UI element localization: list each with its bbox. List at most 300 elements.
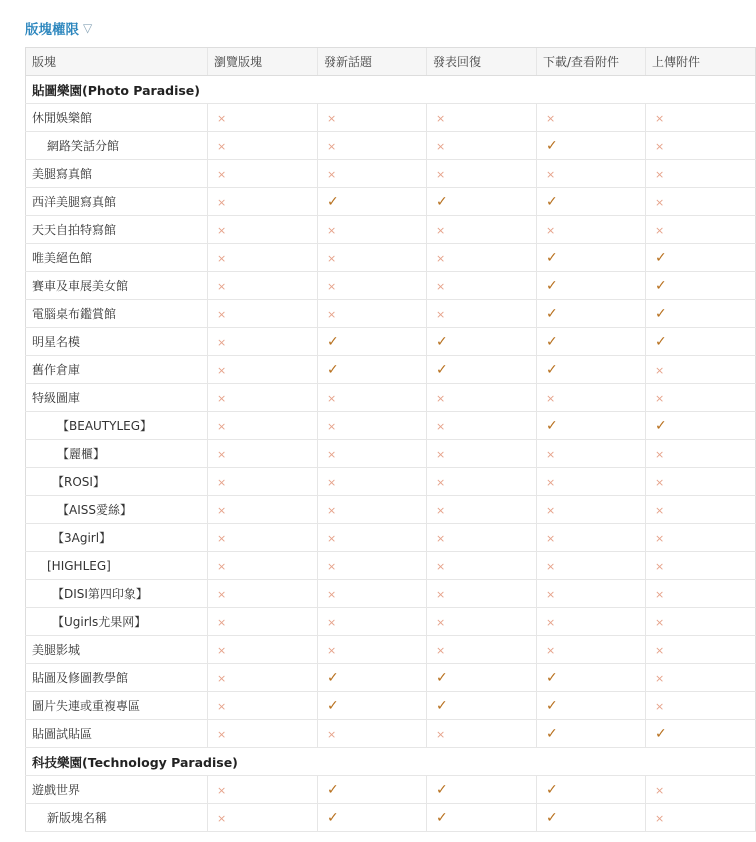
forum-name: 特級圖庫 bbox=[26, 384, 208, 412]
cross-icon: × bbox=[327, 391, 337, 405]
permission-cell bbox=[208, 412, 318, 440]
cross-icon: × bbox=[217, 727, 227, 741]
permission-cell bbox=[537, 636, 646, 664]
cross-icon: × bbox=[655, 475, 665, 489]
group-row bbox=[26, 748, 756, 776]
permission-cell bbox=[537, 160, 646, 188]
permission-cell bbox=[537, 132, 646, 160]
cross-icon: × bbox=[436, 447, 446, 461]
forum-name: 【DISI第四印象】 bbox=[26, 580, 208, 608]
cross-icon: × bbox=[436, 391, 446, 405]
permission-cell bbox=[646, 160, 756, 188]
table-row bbox=[26, 524, 756, 552]
cross-icon: × bbox=[217, 307, 227, 321]
cross-icon: × bbox=[327, 531, 337, 545]
cross-icon: × bbox=[327, 223, 337, 237]
permission-cell bbox=[537, 328, 646, 356]
permission-cell bbox=[646, 524, 756, 552]
permission-cell bbox=[646, 188, 756, 216]
cross-icon: × bbox=[655, 111, 665, 125]
forum-name: 【Ugirls尤果网】 bbox=[26, 608, 208, 636]
permission-cell bbox=[646, 440, 756, 468]
cross-icon: × bbox=[546, 615, 556, 629]
permission-cell bbox=[318, 776, 427, 804]
check-icon: ✓ bbox=[436, 781, 448, 798]
permission-cell bbox=[318, 244, 427, 272]
table-header-row bbox=[26, 48, 756, 76]
cross-icon: × bbox=[655, 811, 665, 825]
permission-cell bbox=[208, 244, 318, 272]
permission-cell bbox=[318, 720, 427, 748]
permission-cell bbox=[427, 524, 537, 552]
cross-icon: × bbox=[327, 727, 337, 741]
permission-cell bbox=[646, 692, 756, 720]
permission-cell bbox=[208, 580, 318, 608]
cross-icon: × bbox=[217, 783, 227, 797]
cross-icon: × bbox=[217, 251, 227, 265]
cross-icon: × bbox=[436, 223, 446, 237]
permission-cell bbox=[318, 412, 427, 440]
permission-cell bbox=[646, 272, 756, 300]
forum-name: 電腦桌布鑑賞館 bbox=[26, 300, 208, 328]
permission-cell bbox=[537, 580, 646, 608]
check-icon: ✓ bbox=[546, 781, 558, 798]
check-icon: ✓ bbox=[655, 417, 667, 434]
permission-cell bbox=[537, 664, 646, 692]
check-icon: ✓ bbox=[655, 305, 667, 322]
permission-cell bbox=[318, 804, 427, 832]
permission-cell bbox=[427, 776, 537, 804]
permission-cell bbox=[646, 412, 756, 440]
cross-icon: × bbox=[655, 699, 665, 713]
permission-cell bbox=[208, 384, 318, 412]
cross-icon: × bbox=[217, 223, 227, 237]
cross-icon: × bbox=[217, 503, 227, 517]
cross-icon: × bbox=[655, 139, 665, 153]
permission-cell bbox=[646, 328, 756, 356]
permission-cell bbox=[646, 356, 756, 384]
forum-name: 遊戲世界 bbox=[26, 776, 208, 804]
cross-icon: × bbox=[217, 279, 227, 293]
permission-cell bbox=[208, 160, 318, 188]
cross-icon: × bbox=[546, 475, 556, 489]
forum-permissions-table bbox=[25, 47, 756, 832]
permission-cell bbox=[208, 720, 318, 748]
permission-cell bbox=[318, 468, 427, 496]
cross-icon: × bbox=[655, 671, 665, 685]
cross-icon: × bbox=[655, 391, 665, 405]
permission-cell bbox=[208, 636, 318, 664]
cross-icon: × bbox=[436, 531, 446, 545]
cross-icon: × bbox=[436, 419, 446, 433]
permission-cell bbox=[646, 244, 756, 272]
check-icon: ✓ bbox=[436, 809, 448, 826]
cross-icon: × bbox=[436, 503, 446, 517]
permission-cell bbox=[318, 692, 427, 720]
permission-cell bbox=[427, 104, 537, 132]
permission-cell bbox=[427, 160, 537, 188]
cross-icon: × bbox=[217, 363, 227, 377]
permissions-header bbox=[25, 18, 92, 38]
permission-cell bbox=[646, 384, 756, 412]
cross-icon: × bbox=[436, 587, 446, 601]
forum-name: 網路笑話分館 bbox=[26, 132, 208, 160]
forum-name: 【ROSI】 bbox=[26, 468, 208, 496]
cross-icon: × bbox=[655, 559, 665, 573]
check-icon: ✓ bbox=[546, 305, 558, 322]
permission-cell bbox=[208, 300, 318, 328]
forum-name: 美腿影城 bbox=[26, 636, 208, 664]
column-header-forum: 版塊 bbox=[26, 48, 208, 76]
permission-cell bbox=[537, 188, 646, 216]
forum-name: 圖片失連或重複專區 bbox=[26, 692, 208, 720]
permission-cell bbox=[208, 468, 318, 496]
permission-cell bbox=[318, 216, 427, 244]
cross-icon: × bbox=[217, 811, 227, 825]
cross-icon: × bbox=[217, 643, 227, 657]
forum-name: 西洋美腿寫真館 bbox=[26, 188, 208, 216]
cross-icon: × bbox=[655, 223, 665, 237]
permission-cell bbox=[318, 636, 427, 664]
check-icon: ✓ bbox=[436, 669, 448, 686]
table-row bbox=[26, 496, 756, 524]
column-header-view-forum: 瀏覽版塊 bbox=[208, 48, 318, 76]
permission-cell bbox=[208, 804, 318, 832]
cross-icon: × bbox=[327, 447, 337, 461]
cross-icon: × bbox=[436, 615, 446, 629]
cross-icon: × bbox=[546, 587, 556, 601]
cross-icon: × bbox=[217, 195, 227, 209]
permission-cell bbox=[646, 636, 756, 664]
permission-cell bbox=[208, 664, 318, 692]
check-icon: ✓ bbox=[436, 697, 448, 714]
cross-icon: × bbox=[217, 167, 227, 181]
column-header-new-topic: 發新話題 bbox=[318, 48, 427, 76]
permission-cell bbox=[427, 188, 537, 216]
cross-icon: × bbox=[655, 531, 665, 545]
cross-icon: × bbox=[217, 671, 227, 685]
permission-cell bbox=[537, 468, 646, 496]
permission-cell bbox=[427, 552, 537, 580]
cross-icon: × bbox=[327, 475, 337, 489]
check-icon: ✓ bbox=[546, 137, 558, 154]
check-icon: ✓ bbox=[546, 249, 558, 266]
check-icon: ✓ bbox=[655, 277, 667, 294]
permission-cell bbox=[537, 104, 646, 132]
cross-icon: × bbox=[546, 559, 556, 573]
forum-name: 明星名模 bbox=[26, 328, 208, 356]
check-icon: ✓ bbox=[327, 361, 339, 378]
cross-icon: × bbox=[436, 167, 446, 181]
check-icon: ✓ bbox=[655, 249, 667, 266]
check-icon: ✓ bbox=[546, 697, 558, 714]
forum-name: 新版塊名稱 bbox=[26, 804, 208, 832]
check-icon: ✓ bbox=[327, 193, 339, 210]
permission-cell bbox=[427, 468, 537, 496]
permission-cell bbox=[537, 524, 646, 552]
cross-icon: × bbox=[655, 167, 665, 181]
cross-icon: × bbox=[217, 531, 227, 545]
permission-cell bbox=[646, 496, 756, 524]
cross-icon: × bbox=[655, 195, 665, 209]
cross-icon: × bbox=[217, 475, 227, 489]
column-header-upload-attachment: 上傳附件 bbox=[646, 48, 756, 76]
cross-icon: × bbox=[546, 447, 556, 461]
cross-icon: × bbox=[655, 363, 665, 377]
table-row bbox=[26, 664, 756, 692]
table-row bbox=[26, 104, 756, 132]
permission-cell bbox=[318, 496, 427, 524]
cross-icon: × bbox=[436, 139, 446, 153]
cross-icon: × bbox=[546, 643, 556, 657]
forum-name: 【麗櫃】 bbox=[26, 440, 208, 468]
permission-cell bbox=[646, 468, 756, 496]
table-row bbox=[26, 188, 756, 216]
cross-icon: × bbox=[436, 643, 446, 657]
cross-icon: × bbox=[655, 447, 665, 461]
cross-icon: × bbox=[655, 615, 665, 629]
permission-cell bbox=[427, 608, 537, 636]
permission-cell bbox=[427, 636, 537, 664]
cross-icon: × bbox=[217, 615, 227, 629]
permission-cell bbox=[318, 300, 427, 328]
cross-icon: × bbox=[655, 783, 665, 797]
permission-cell bbox=[208, 132, 318, 160]
permission-cell bbox=[427, 356, 537, 384]
permission-cell bbox=[646, 608, 756, 636]
permission-cell bbox=[208, 216, 318, 244]
cross-icon: × bbox=[327, 559, 337, 573]
permission-cell bbox=[208, 272, 318, 300]
permission-cell bbox=[537, 608, 646, 636]
cross-icon: × bbox=[217, 587, 227, 601]
permission-cell bbox=[537, 692, 646, 720]
cross-icon: × bbox=[327, 251, 337, 265]
permission-cell bbox=[208, 188, 318, 216]
permission-cell bbox=[208, 104, 318, 132]
permission-cell bbox=[427, 440, 537, 468]
cross-icon: × bbox=[327, 503, 337, 517]
permission-cell bbox=[646, 664, 756, 692]
permission-cell bbox=[318, 104, 427, 132]
cross-icon: × bbox=[655, 503, 665, 517]
check-icon: ✓ bbox=[546, 361, 558, 378]
permission-cell bbox=[318, 160, 427, 188]
check-icon: ✓ bbox=[327, 669, 339, 686]
forum-name: 【AISS愛絲】 bbox=[26, 496, 208, 524]
permission-cell bbox=[318, 328, 427, 356]
cross-icon: × bbox=[217, 139, 227, 153]
forum-name: 貼圖及修圖教學館 bbox=[26, 664, 208, 692]
permission-cell bbox=[537, 384, 646, 412]
permission-cell bbox=[537, 440, 646, 468]
permission-cell bbox=[537, 720, 646, 748]
permission-cell bbox=[537, 216, 646, 244]
permission-cell bbox=[646, 300, 756, 328]
forum-name: [HIGHLEG] bbox=[26, 552, 208, 580]
table-row bbox=[26, 328, 756, 356]
table-row bbox=[26, 776, 756, 804]
table-row bbox=[26, 356, 756, 384]
permission-cell bbox=[427, 328, 537, 356]
permission-cell bbox=[208, 356, 318, 384]
permission-cell bbox=[646, 580, 756, 608]
permission-cell bbox=[537, 272, 646, 300]
check-icon: ✓ bbox=[436, 193, 448, 210]
permission-cell bbox=[537, 552, 646, 580]
cross-icon: × bbox=[546, 531, 556, 545]
permission-cell bbox=[427, 384, 537, 412]
cross-icon: × bbox=[217, 419, 227, 433]
forum-name: 【BEAUTYLEG】 bbox=[26, 412, 208, 440]
permission-cell bbox=[208, 496, 318, 524]
permission-cell bbox=[318, 608, 427, 636]
check-icon: ✓ bbox=[546, 725, 558, 742]
permission-cell bbox=[427, 412, 537, 440]
permission-cell bbox=[208, 440, 318, 468]
permission-cell bbox=[537, 300, 646, 328]
permission-cell bbox=[427, 580, 537, 608]
permission-cell bbox=[537, 244, 646, 272]
permission-cell bbox=[646, 720, 756, 748]
table-row bbox=[26, 608, 756, 636]
table-row bbox=[26, 580, 756, 608]
column-header-download-attachment: 下載/查看附件 bbox=[537, 48, 646, 76]
cross-icon: × bbox=[546, 223, 556, 237]
permission-cell bbox=[318, 552, 427, 580]
check-icon: ✓ bbox=[436, 333, 448, 350]
check-icon: ✓ bbox=[327, 697, 339, 714]
check-icon: ✓ bbox=[327, 333, 339, 350]
check-icon: ✓ bbox=[546, 669, 558, 686]
group-row bbox=[26, 76, 756, 104]
check-icon: ✓ bbox=[327, 809, 339, 826]
table-row bbox=[26, 300, 756, 328]
permission-cell bbox=[646, 552, 756, 580]
permission-cell bbox=[646, 104, 756, 132]
cross-icon: × bbox=[655, 587, 665, 601]
table-row bbox=[26, 160, 756, 188]
cross-icon: × bbox=[217, 699, 227, 713]
permission-cell bbox=[427, 496, 537, 524]
permission-cell bbox=[427, 272, 537, 300]
cross-icon: × bbox=[546, 111, 556, 125]
permission-cell bbox=[427, 804, 537, 832]
table-body bbox=[26, 76, 756, 832]
group-name: 貼圖樂園(Photo Paradise) bbox=[26, 76, 756, 104]
check-icon: ✓ bbox=[436, 361, 448, 378]
table-row bbox=[26, 720, 756, 748]
check-icon: ✓ bbox=[546, 193, 558, 210]
permission-cell bbox=[318, 132, 427, 160]
check-icon: ✓ bbox=[655, 333, 667, 350]
check-icon: ✓ bbox=[546, 417, 558, 434]
check-icon: ✓ bbox=[546, 333, 558, 350]
cross-icon: × bbox=[436, 727, 446, 741]
permission-cell bbox=[208, 524, 318, 552]
cross-icon: × bbox=[655, 643, 665, 657]
check-icon: ✓ bbox=[327, 781, 339, 798]
cross-icon: × bbox=[546, 391, 556, 405]
forum-name: 休閒娛樂館 bbox=[26, 104, 208, 132]
permission-cell bbox=[208, 608, 318, 636]
permission-cell bbox=[318, 664, 427, 692]
check-icon: ✓ bbox=[546, 277, 558, 294]
permission-cell bbox=[318, 272, 427, 300]
permission-cell bbox=[427, 300, 537, 328]
table-row bbox=[26, 552, 756, 580]
forum-name: 【3Agirl】 bbox=[26, 524, 208, 552]
forum-name: 美腿寫真館 bbox=[26, 160, 208, 188]
cross-icon: × bbox=[327, 279, 337, 293]
cross-icon: × bbox=[327, 139, 337, 153]
check-icon: ✓ bbox=[546, 809, 558, 826]
permission-cell bbox=[318, 580, 427, 608]
cross-icon: × bbox=[217, 391, 227, 405]
forum-name: 賽車及車展美女館 bbox=[26, 272, 208, 300]
permission-cell bbox=[537, 496, 646, 524]
cross-icon: × bbox=[327, 307, 337, 321]
cross-icon: × bbox=[436, 279, 446, 293]
permission-cell bbox=[318, 524, 427, 552]
forum-name: 唯美絕色館 bbox=[26, 244, 208, 272]
permission-cell bbox=[208, 692, 318, 720]
cross-icon: × bbox=[327, 587, 337, 601]
cross-icon: × bbox=[217, 111, 227, 125]
cross-icon: × bbox=[327, 111, 337, 125]
permission-cell bbox=[427, 664, 537, 692]
permission-cell bbox=[318, 188, 427, 216]
permission-cell bbox=[537, 412, 646, 440]
permission-cell bbox=[208, 328, 318, 356]
permission-cell bbox=[208, 552, 318, 580]
table-row bbox=[26, 468, 756, 496]
cross-icon: × bbox=[436, 475, 446, 489]
table-row bbox=[26, 804, 756, 832]
forum-name: 舊作倉庫 bbox=[26, 356, 208, 384]
permission-cell bbox=[646, 776, 756, 804]
permission-cell bbox=[537, 776, 646, 804]
table-row bbox=[26, 412, 756, 440]
cross-icon: × bbox=[546, 167, 556, 181]
cross-icon: × bbox=[327, 419, 337, 433]
table-row bbox=[26, 132, 756, 160]
permission-cell bbox=[208, 776, 318, 804]
column-header-reply: 發表回復 bbox=[427, 48, 537, 76]
cross-icon: × bbox=[327, 615, 337, 629]
check-icon: ✓ bbox=[655, 725, 667, 742]
section-title: 版塊權限 bbox=[25, 22, 79, 38]
table-row bbox=[26, 244, 756, 272]
table-row bbox=[26, 216, 756, 244]
table-row bbox=[26, 636, 756, 664]
permission-cell bbox=[318, 384, 427, 412]
permission-cell bbox=[427, 244, 537, 272]
cross-icon: × bbox=[436, 111, 446, 125]
forum-name: 天天自拍特寫館 bbox=[26, 216, 208, 244]
cross-icon: × bbox=[436, 307, 446, 321]
cross-icon: × bbox=[217, 335, 227, 349]
cross-icon: × bbox=[327, 643, 337, 657]
table-row bbox=[26, 440, 756, 468]
cross-icon: × bbox=[327, 167, 337, 181]
cross-icon: × bbox=[436, 251, 446, 265]
table-row bbox=[26, 692, 756, 720]
triangle-down-icon[interactable]: ▽ bbox=[83, 21, 93, 35]
permission-cell bbox=[646, 804, 756, 832]
permission-cell bbox=[427, 216, 537, 244]
permission-cell bbox=[318, 356, 427, 384]
